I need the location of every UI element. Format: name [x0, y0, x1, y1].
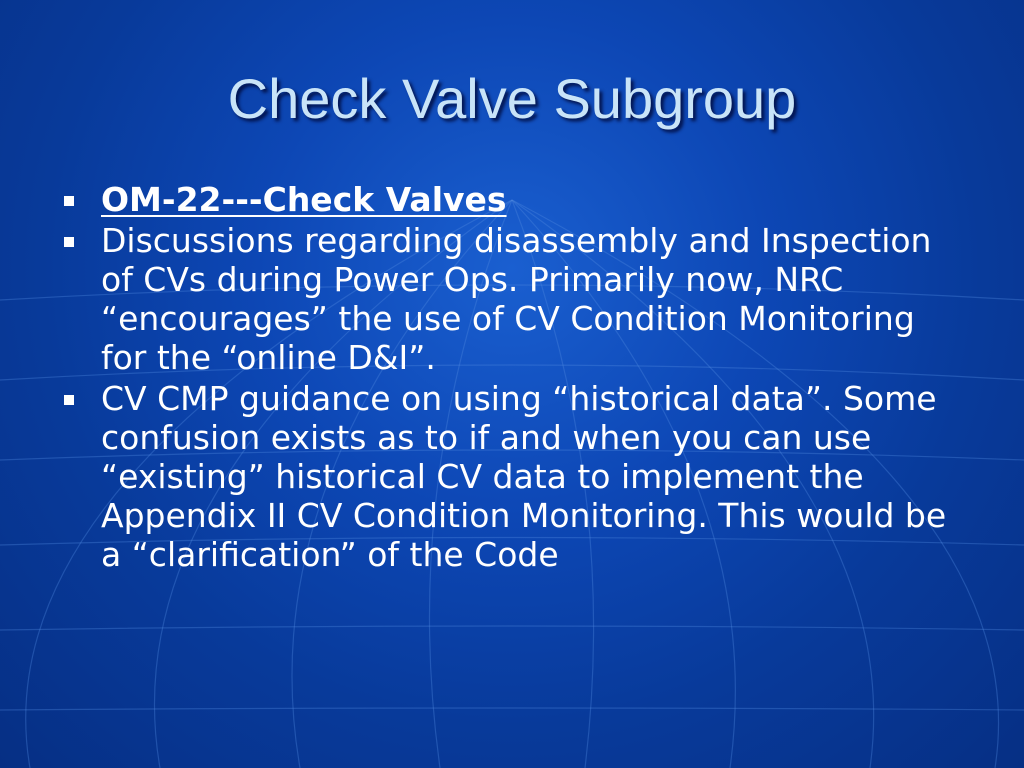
- square-bullet-icon: [64, 196, 74, 206]
- bullet-heading-text: OM-22---Check Valves: [101, 180, 507, 219]
- bullet-text: CV CMP guidance on using “historical data”. Some confusion exists as to if and when you can use “existing” historical CV data to implement the Appendix II CV Condition Monitoring. This would be a “clarification” of the Code: [101, 379, 947, 574]
- square-bullet-icon: [64, 237, 74, 247]
- bullet-item: [60, 221, 950, 377]
- bullet-list: [60, 180, 950, 576]
- slide-title: Check Valve Subgroup: [227, 67, 797, 130]
- bullet-item: [60, 180, 950, 219]
- bullet-text: Discussions regarding disassembly and Inspection of CVs during Power Ops. Primarily now, NRC “encourages” the use of CV Condition Monitoring for the “online D&I”.: [101, 221, 932, 377]
- bullet-item: [60, 379, 950, 574]
- square-bullet-icon: [64, 395, 74, 405]
